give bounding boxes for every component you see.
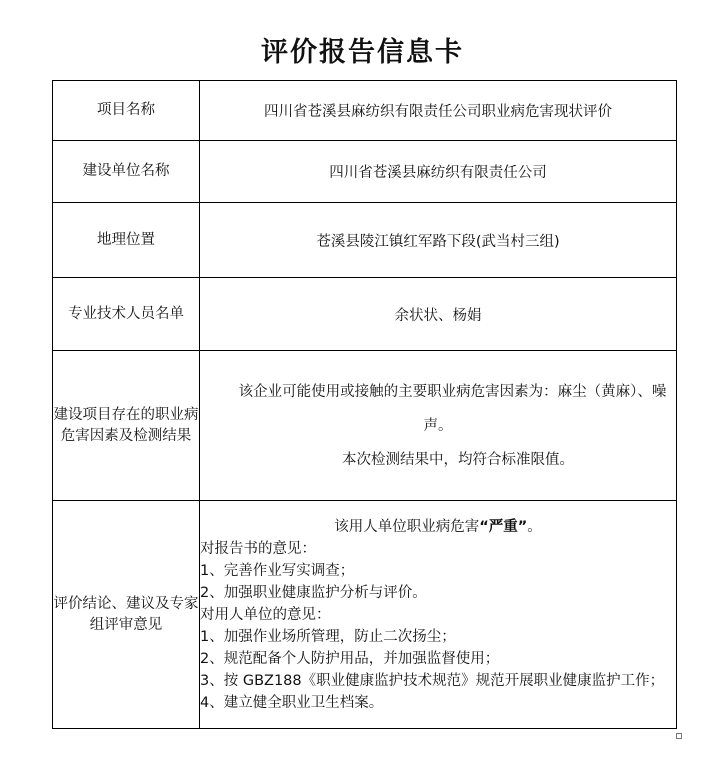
table-row bbox=[53, 278, 677, 351]
unit-opinion-title: 对用人单位的意见： bbox=[200, 606, 331, 623]
conclusion-head-suffix: 。 bbox=[527, 518, 542, 535]
conclusion-value bbox=[200, 501, 677, 729]
hazards-value bbox=[200, 351, 677, 501]
table-row bbox=[53, 81, 677, 141]
hazards-factors-text: 该企业可能使用或接触的主要职业病危害因素为：麻尘（黄麻）、噪声。 bbox=[238, 383, 667, 434]
page-title: 评价报告信息卡 bbox=[261, 37, 464, 68]
list-item: 3、按 GBZ188《职业健康监护技术规范》规范开展职业健康监护工作； bbox=[200, 672, 665, 689]
staff-label: 专业技术人员名单 bbox=[53, 278, 200, 351]
table-row bbox=[53, 141, 677, 203]
staff-value: 余状状、杨娟 bbox=[200, 278, 677, 351]
project-name-label: 项目名称 bbox=[53, 81, 200, 141]
unit-name-value: 四川省苍溪县麻纺织有限责任公司 bbox=[200, 141, 677, 203]
conclusion-headline bbox=[200, 516, 676, 538]
list-item: 2、规范配备个人防护用品，并加强监督使用； bbox=[200, 650, 500, 667]
table-row bbox=[53, 351, 677, 501]
location-label: 地理位置 bbox=[53, 203, 200, 278]
report-opinion-title: 对报告书的意见： bbox=[200, 540, 316, 557]
list-item: 2、加强职业健康监护分析与评价。 bbox=[200, 584, 427, 601]
unit-name-label: 建设单位名称 bbox=[53, 141, 200, 203]
table-row bbox=[53, 203, 677, 278]
conclusion-severity: “严重” bbox=[479, 518, 528, 535]
conclusion-head-prefix: 该用人单位职业病危害 bbox=[334, 518, 480, 535]
table-row bbox=[53, 501, 677, 729]
hazards-result-text: 本次检测结果中，均符合标准限值。 bbox=[342, 451, 574, 468]
list-item: 4、建立健全职业卫生档案。 bbox=[200, 694, 384, 711]
conclusion-label: 评价结论、建议及专家组评审意见 bbox=[53, 501, 200, 729]
list-item: 1、完善作业写实调查； bbox=[200, 562, 355, 579]
location-value: 苍溪县陵江镇红军路下段(武当村三组) bbox=[200, 203, 677, 278]
info-card-table bbox=[52, 80, 677, 729]
hazards-label: 建设项目存在的职业病危害因素及检测结果 bbox=[53, 351, 200, 501]
project-name-value: 四川省苍溪县麻纺织有限责任公司职业病危害现状评价 bbox=[200, 81, 677, 141]
list-item: 1、加强作业场所管理，防止二次扬尘； bbox=[200, 628, 456, 645]
table-resize-handle[interactable] bbox=[676, 733, 682, 739]
